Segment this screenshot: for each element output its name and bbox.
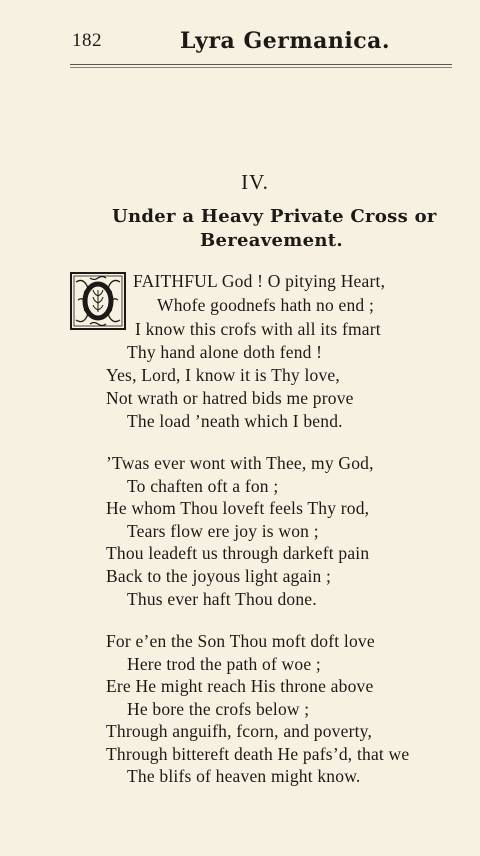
poem-line: The load ’neath which I bend. [127, 411, 343, 431]
header-rule [70, 64, 452, 65]
poem-line: ’Twas ever wont with Thee, my God, [106, 453, 374, 473]
poem-line: Thou leadeft us through darkeft pain [106, 543, 370, 563]
header-rule-secondary [70, 67, 452, 68]
poem-line: The blifs of heaven might know. [127, 766, 361, 786]
poem-line: For e’en the Son Thou moft doft love [106, 631, 375, 651]
poem-line: Not wrath or hatred bids me prove [106, 388, 354, 408]
page-header [72, 28, 450, 58]
poem-line: Through anguifh, fcorn, and poverty, [106, 721, 373, 741]
poem-line: Ere He might reach His throne above [106, 676, 374, 696]
poem-line: I know this crofs with all its fmart [135, 319, 381, 339]
hymn-title-line-2: Bereavement. [200, 230, 343, 251]
poem-line: Back to the joyous light again ; [106, 566, 332, 586]
poem-line: He whom Thou loveft feels Thy rod, [106, 498, 370, 518]
poem-line: Through bittereft death He pafs’d, that we [106, 744, 410, 764]
poem-line: Thy hand alone doth fend ! [127, 342, 323, 362]
ornamental-drop-cap-icon [70, 272, 126, 330]
running-title: Lyra Germanica. [180, 28, 391, 54]
page-number: 182 [72, 30, 102, 51]
poem-line: FAITHFUL God ! O pitying Heart, [133, 271, 386, 291]
poem-line: He bore the crofs below ; [127, 699, 310, 719]
hymn-title-line-1: Under a Heavy Private Cross or [112, 206, 437, 227]
poem-line: Tears flow ere joy is won ; [127, 521, 319, 541]
poem-line: Whofe goodnefs hath no end ; [157, 295, 375, 315]
poem-line: Yes, Lord, I know it is Thy love, [106, 365, 340, 385]
poem-line: Thus ever haft Thou done. [127, 589, 317, 609]
poem-line: Here trod the path of woe ; [127, 654, 321, 674]
poem-line: To chaften oft a fon ; [127, 476, 279, 496]
section-number: IV. [241, 170, 269, 194]
